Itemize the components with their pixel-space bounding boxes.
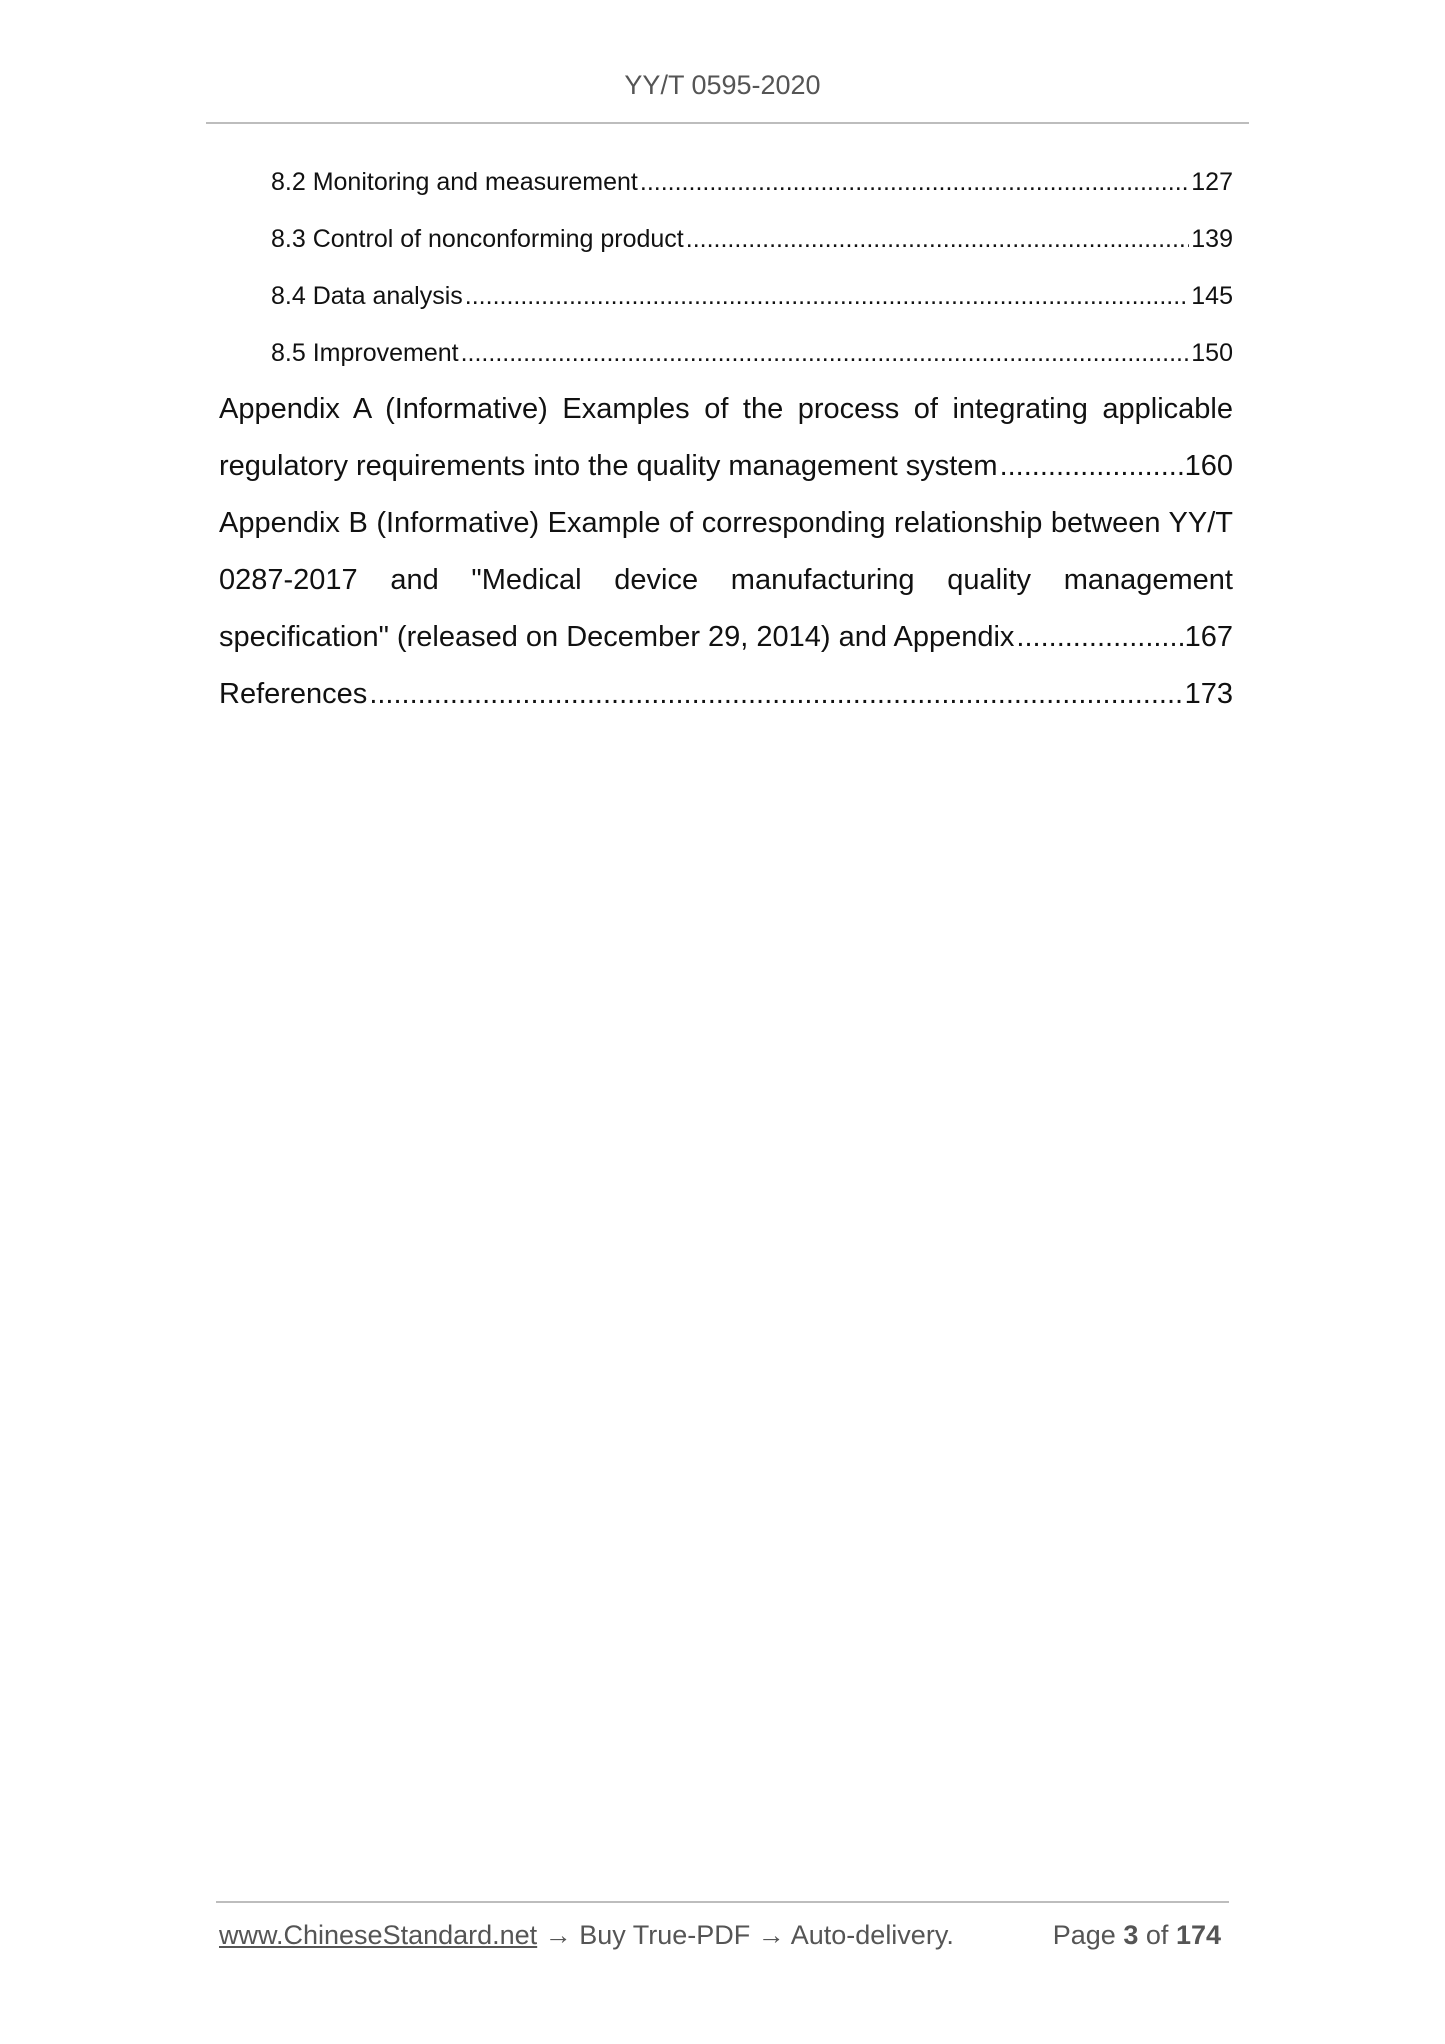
toc-entry-page: 139 [1191,225,1233,253]
toc-leader-dots [465,282,1190,311]
toc-leader-dots [369,678,1182,711]
toc-appendix-b-text-1: Appendix B (Informative) Example of corresponding relationship between YY/T [219,507,1233,539]
page-word: Page [1052,1920,1116,1950]
toc-entry-title: 8.4 Data analysis [271,282,463,310]
toc-leader-dots [686,225,1190,254]
toc-leader-dots [1016,621,1182,654]
document-code: YY/T 0595-2020 [624,70,821,100]
toc-appendix-b-page: 167 [1184,621,1233,653]
toc-leader-dots [461,339,1190,368]
toc-entry-page: 145 [1191,282,1233,310]
toc-entry[interactable] [271,168,1233,206]
toc-appendix-b-line3[interactable] [219,621,1233,663]
toc-appendix-a-page: 160 [1184,450,1233,482]
page-total: 174 [1175,1920,1221,1950]
toc-leader-dots [1000,450,1183,483]
toc-leader-dots [640,168,1189,197]
toc-entry-title: 8.3 Control of nonconforming product [271,225,684,253]
toc-references[interactable] [219,678,1233,720]
footer-tagline: → Buy True-PDF → Auto-delivery. [537,1920,954,1950]
toc-entry-page: 127 [1191,168,1233,196]
toc-appendix-b-line1[interactable] [219,507,1233,549]
toc-references-page: 173 [1184,678,1233,710]
website-link[interactable]: www.ChineseStandard.net [219,1920,538,1950]
toc-appendix-a-line1[interactable] [219,393,1233,435]
toc-entry[interactable] [271,339,1233,377]
toc-entry[interactable] [271,282,1233,320]
header-divider [206,122,1249,124]
toc-appendix-a-text-2: regulatory requirements into the quality management system [219,450,998,482]
toc-entry-title: 8.2 Monitoring and measurement [271,168,638,196]
toc-entry-page: 150 [1191,339,1233,367]
footer-divider [216,1901,1229,1903]
page-indicator [1053,1920,1221,1951]
toc-references-text: References [219,678,368,710]
toc-appendix-a-line2[interactable] [219,450,1233,492]
toc-entry-title: 8.5 Improvement [271,339,459,367]
toc-entry[interactable] [271,225,1233,263]
toc-appendix-b-line2[interactable] [219,564,1233,606]
page-of: of [1145,1920,1169,1950]
toc-appendix-b-text-3: specification" (released on December 29, 2014) and Appendix [219,621,1015,653]
toc-appendix-b-text-2: 0287-2017 and "Medical device manufacturing quality management [219,564,1233,596]
document-header [0,70,1445,101]
page-current: 3 [1123,1920,1139,1950]
document-footer [219,1920,1229,1951]
toc-appendix-a-text-1: Appendix A (Informative) Examples of the process of integrating applicable [219,393,1233,425]
